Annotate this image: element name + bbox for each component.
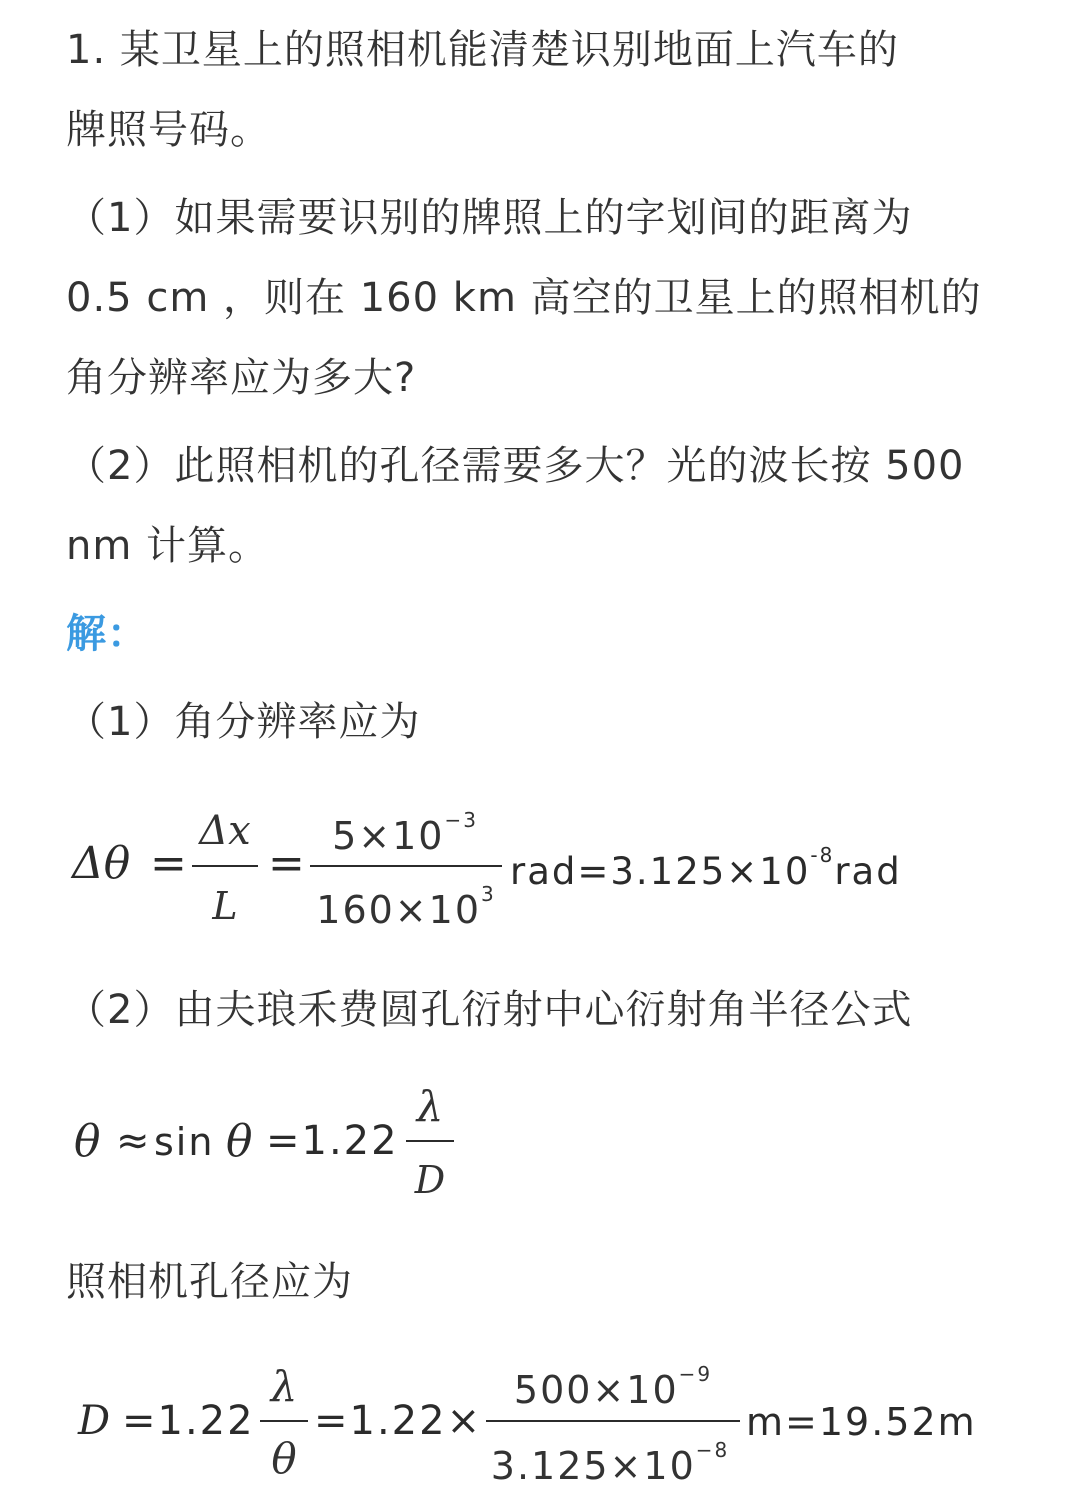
eq3-frac2-denominator: $3.125\times 10^{-8}$ [490, 1438, 730, 1488]
question-1-line-3: 角分辨率应为多大? [66, 355, 417, 401]
question-1-line-1: （1）如果需要识别的牌照上的字划间的距离为 [66, 195, 913, 241]
eq2-bar [406, 1140, 454, 1142]
problem-line-2: 牌照号码。 [66, 107, 271, 153]
eq3-multiplier: =1.22× [314, 1398, 483, 1444]
question-2-line-2: nm 计算。 [66, 523, 270, 569]
eq3-coefficient: =1.22 [122, 1398, 255, 1444]
eq2-theta: θ [74, 1116, 101, 1167]
eq1-frac1-numerator: Δx [199, 808, 251, 854]
eq3-frac2-numerator: $500\times 10^{-9}$ [513, 1362, 713, 1412]
solution-step-3: 照相机孔径应为 [66, 1259, 353, 1305]
eq1-frac2-bar [310, 865, 502, 867]
eq1-frac1-denominator: L [212, 884, 238, 928]
eq1-frac2-numerator: $5\times 10^{-3}$ [332, 808, 478, 858]
eq2-coefficient: =1.22 [266, 1118, 399, 1164]
eq2-denominator: D [414, 1158, 446, 1202]
eq2-approx: ≈ [116, 1118, 150, 1164]
eq3-frac2-bar [486, 1420, 740, 1422]
eq3-frac1-numerator: λ [270, 1362, 298, 1411]
eq1-equals-2: = [268, 838, 305, 889]
question-1-line-2: 0.5 cm ，则在 160 km 高空的卫星上的照相机的 [66, 275, 982, 321]
eq3-frac1-bar [260, 1420, 308, 1422]
eq1-lhs: Δθ [72, 838, 131, 889]
eq1-equals-1: = [150, 838, 187, 889]
solution-label: 解： [66, 611, 148, 657]
eq2-numerator: λ [416, 1082, 444, 1131]
solution-step-1: （1）角分辨率应为 [66, 699, 421, 745]
problem-line-1: 1. 某卫星上的照相机能清楚识别地面上汽车的 [66, 27, 899, 73]
question-2-line-1: （2）此照相机的孔径需要多大？光的波长按 500 [66, 443, 965, 489]
eq1-frac1-bar [192, 865, 258, 867]
eq3-lhs: D [78, 1398, 111, 1444]
eq3-result: m=19.52m [746, 1400, 977, 1444]
eq1-result: $rad=3.125\times 10^{-8}rad$ [510, 843, 902, 893]
eq3-frac1-denominator: θ [271, 1434, 297, 1483]
solution-step-2: （2）由夫琅禾费圆孔衍射中心衍射角半径公式 [66, 987, 913, 1033]
eq2-sin-theta: θ [226, 1116, 253, 1167]
eq2-sin: sin [154, 1120, 215, 1164]
eq1-frac2-denominator: $160\times 10^3$ [316, 882, 496, 932]
